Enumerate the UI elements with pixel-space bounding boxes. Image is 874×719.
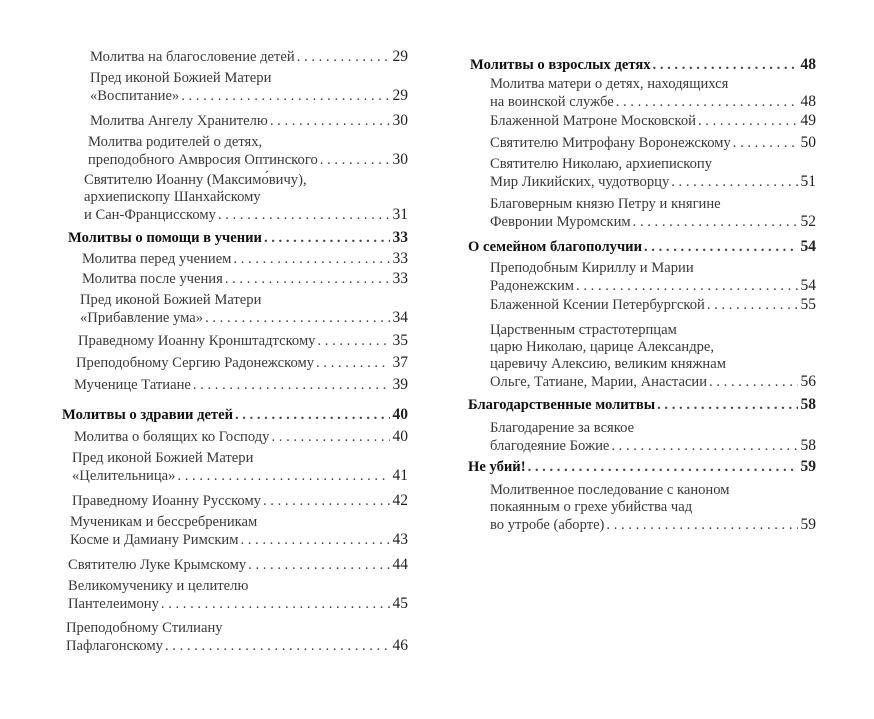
toc-entry-title-line: Пред иконой Божией Матери <box>72 450 254 466</box>
toc-entry-title-line: Святителю Митрофану Воронежскому <box>490 135 731 151</box>
dot-leader <box>644 239 798 256</box>
toc-page-number: 48 <box>800 93 816 110</box>
toc-entry-title-line: во утробе (аборте) <box>490 517 605 533</box>
dot-leader <box>270 113 390 130</box>
toc-entry <box>468 482 816 534</box>
toc-page-number: 31 <box>392 206 408 223</box>
dot-leader <box>733 135 798 152</box>
dot-leader <box>633 214 798 231</box>
toc-entry <box>62 292 408 327</box>
dot-leader <box>161 596 390 613</box>
toc-entry-title-line: Пред иконой Божией Матери <box>80 292 262 308</box>
dot-leader <box>264 230 390 247</box>
toc-entry-title-line: царю Николаю, царице Александре, <box>490 339 715 355</box>
toc-entry-title-line: Радонежским <box>490 278 575 294</box>
toc-entry <box>468 260 816 295</box>
toc-entry-title-line: «Прибавление ума» <box>80 310 204 326</box>
toc-entry-title-line: Молитвы о взрослых детях <box>470 57 651 73</box>
toc-entry <box>468 76 816 111</box>
toc-entry <box>62 556 408 574</box>
toc-entry-title-line: Блаженной Ксении Петербургской <box>490 297 705 313</box>
dot-leader <box>235 407 390 424</box>
dot-leader <box>205 310 389 327</box>
toc-page-number: 55 <box>800 296 816 313</box>
toc-entry <box>62 48 408 66</box>
toc-entry <box>62 250 408 268</box>
toc-entry-title-line: О семейном благополучии <box>468 239 642 255</box>
toc-entry <box>62 450 408 485</box>
toc-entry <box>62 428 408 446</box>
dot-leader <box>611 438 797 455</box>
dot-leader <box>576 278 797 295</box>
toc-page-number: 59 <box>800 516 816 533</box>
toc-entry-title-line: Молитва Ангелу Хранителю <box>90 113 268 129</box>
toc-page-number: 33 <box>392 229 408 246</box>
toc-section-heading <box>468 396 816 414</box>
dot-leader <box>263 493 390 510</box>
toc-entry <box>62 134 408 169</box>
toc-page-number: 40 <box>392 428 408 445</box>
toc-entry <box>468 296 816 314</box>
toc-page-number: 50 <box>800 134 816 151</box>
toc-entry <box>468 134 816 152</box>
dot-leader <box>671 174 797 191</box>
toc-entry-title-line: Благодарение за всякое <box>490 420 635 436</box>
toc-section-heading <box>62 406 408 424</box>
toc-page-number: 43 <box>392 531 408 548</box>
toc-entry <box>62 354 408 372</box>
dot-leader <box>707 297 798 314</box>
toc-page-number: 33 <box>392 270 408 287</box>
toc-page-number: 59 <box>800 458 816 475</box>
dot-leader <box>193 377 390 394</box>
toc-entry <box>62 112 408 130</box>
toc-entry <box>468 156 816 191</box>
toc-page-number: 54 <box>800 277 816 294</box>
toc-page-number: 35 <box>392 332 408 349</box>
toc-page-number: 33 <box>392 250 408 267</box>
toc-entry <box>468 112 816 130</box>
dot-leader <box>606 517 797 534</box>
toc-entry-title-line: Блаженной Матроне Московской <box>490 113 696 129</box>
toc-section-heading <box>62 229 408 247</box>
toc-page-number: 44 <box>392 556 408 573</box>
dot-leader <box>233 251 389 268</box>
dot-leader <box>248 557 389 574</box>
toc-entry-title-line: Молитва о болящих ко Господу <box>74 429 270 445</box>
dot-leader <box>698 113 798 130</box>
toc-page-number: 34 <box>392 309 408 326</box>
dot-leader <box>709 374 797 391</box>
toc-entry-title-line: преподобного Амвросия Оптинского <box>88 152 318 168</box>
toc-page-number: 39 <box>392 376 408 393</box>
dot-leader <box>317 333 389 350</box>
toc-entry-title-line: Молитва родителей о детях, <box>88 134 263 150</box>
toc-page-number: 49 <box>800 112 816 129</box>
toc-entry <box>62 492 408 510</box>
toc-entry <box>62 70 408 105</box>
toc-entry-title-line: Пафлагонскому <box>66 638 163 654</box>
toc-entry-title-line: Молитвенное последование с каноном <box>490 482 730 498</box>
dot-leader <box>320 152 390 169</box>
toc-entry-title-line: Преподобному Стилиану <box>66 620 223 636</box>
toc-entry-title-line: Преподобным Кириллу и Марии <box>490 260 694 276</box>
toc-entry-title-line: Молитва после учения <box>82 271 223 287</box>
toc-page-number: 46 <box>392 637 408 654</box>
toc-page-number: 41 <box>392 467 408 484</box>
toc-entry-title-line: Косме и Дамиану Римским <box>70 532 239 548</box>
toc-entry-title-line: Святителю Николаю, архиепископу <box>490 156 712 172</box>
toc-entry-title-line: благодеяние Божие <box>490 438 610 454</box>
toc-page-number: 51 <box>800 173 816 190</box>
toc-entry-title-line: покаянным о грехе убийства чад <box>490 499 693 515</box>
toc-entry <box>468 196 816 231</box>
toc-page-number: 30 <box>392 112 408 129</box>
toc-entry-title-line: Пред иконой Божией Матери <box>90 70 272 86</box>
toc-page-number: 56 <box>800 373 816 390</box>
toc-entry-title-line: и Сан-Францисскому <box>84 207 216 223</box>
toc-page-number: 30 <box>392 151 408 168</box>
toc-entry <box>468 420 816 455</box>
toc-page-number: 58 <box>800 437 816 454</box>
toc-page-number: 54 <box>800 238 816 255</box>
dot-leader <box>181 88 389 105</box>
dot-leader <box>177 468 389 485</box>
toc-entry-title-line: Благодарственные молитвы <box>468 397 656 413</box>
dot-leader <box>218 207 390 224</box>
toc-entry-title-line: царевичу Алексию, великим княжнам <box>490 356 726 372</box>
toc-page-number: 29 <box>392 48 408 65</box>
dot-leader <box>240 532 389 549</box>
dot-leader <box>316 355 390 372</box>
toc-entry-title-line: Молитва матери о детях, находящихся <box>490 76 729 92</box>
toc-entry-title-line: Молитва на благословение детей <box>90 49 295 65</box>
toc-entry-title-line: Молитвы о здравии детей <box>62 407 233 423</box>
toc-page-number: 52 <box>800 213 816 230</box>
toc-entry-title-line: на воинской службе <box>490 94 614 110</box>
toc-entry-title-line: Февронии Муромским <box>490 214 631 230</box>
toc-entry-title-line: «Воспитание» <box>90 88 180 104</box>
toc-section-heading <box>468 238 816 256</box>
toc-entry <box>62 332 408 350</box>
toc-entry-title-line: Святителю Луке Крымскому <box>68 557 247 573</box>
toc-entry-title-line: Царственным страстотерпцам <box>490 322 677 338</box>
toc-page-number: 40 <box>392 406 408 423</box>
toc-entry-title-line: Благоверным князю Петру и княгине <box>490 196 721 212</box>
dot-leader <box>657 397 797 414</box>
toc-page-number: 29 <box>392 87 408 104</box>
toc-entry-title-line: Молитва перед учением <box>82 251 232 267</box>
dot-leader <box>528 459 798 476</box>
toc-entry <box>62 578 408 613</box>
toc-page-number: 42 <box>392 492 408 509</box>
dot-leader <box>271 429 389 446</box>
toc-page-number: 37 <box>392 354 408 371</box>
toc-entry <box>468 322 816 391</box>
toc-entry-title-line: «Целительница» <box>72 468 176 484</box>
dot-leader <box>225 271 390 288</box>
toc-entry-title-line: Ольге, Татиане, Марии, Анастасии <box>490 374 708 390</box>
dot-leader <box>616 94 798 111</box>
toc-entry-title-line: архиепископу Шанхайскому <box>84 189 261 205</box>
toc-page-number: 45 <box>392 595 408 612</box>
toc-entry <box>62 270 408 288</box>
toc-entry-title-line: Великомученику и целителю <box>68 578 249 594</box>
toc-entry <box>62 172 408 224</box>
toc-entry <box>62 620 408 655</box>
toc-entry-title-line: Преподобному Сергию Радонежскому <box>76 355 314 371</box>
toc-section-heading <box>468 56 816 74</box>
dot-leader <box>165 638 390 655</box>
toc-entry <box>62 376 408 394</box>
toc-entry-title-line: Пантелеимону <box>68 596 159 612</box>
toc-section-heading <box>468 458 816 476</box>
toc-entry-title-line: Мир Ликийских, чудотворцу <box>490 174 670 190</box>
toc-entry-title-line: Праведному Иоанну Русскому <box>72 493 261 509</box>
toc-entry-title-line: Праведному Иоанну Кронштадтскому <box>78 333 316 349</box>
toc-entry-title-line: Не убий! <box>468 459 526 475</box>
toc-entry-title-line: Мученице Татиане <box>74 377 191 393</box>
toc-page-number: 58 <box>800 396 816 413</box>
dot-leader <box>653 57 798 74</box>
toc-entry-title-line: Мученикам и бессребреникам <box>70 514 258 530</box>
toc-entry-title-line: Молитвы о помощи в учении <box>68 230 262 246</box>
toc-page-number: 48 <box>800 56 816 73</box>
toc-entry <box>62 514 408 549</box>
toc-entry-title-line: Святителю Иоанну (Максимо́вичу), <box>84 172 307 188</box>
dot-leader <box>297 49 390 66</box>
